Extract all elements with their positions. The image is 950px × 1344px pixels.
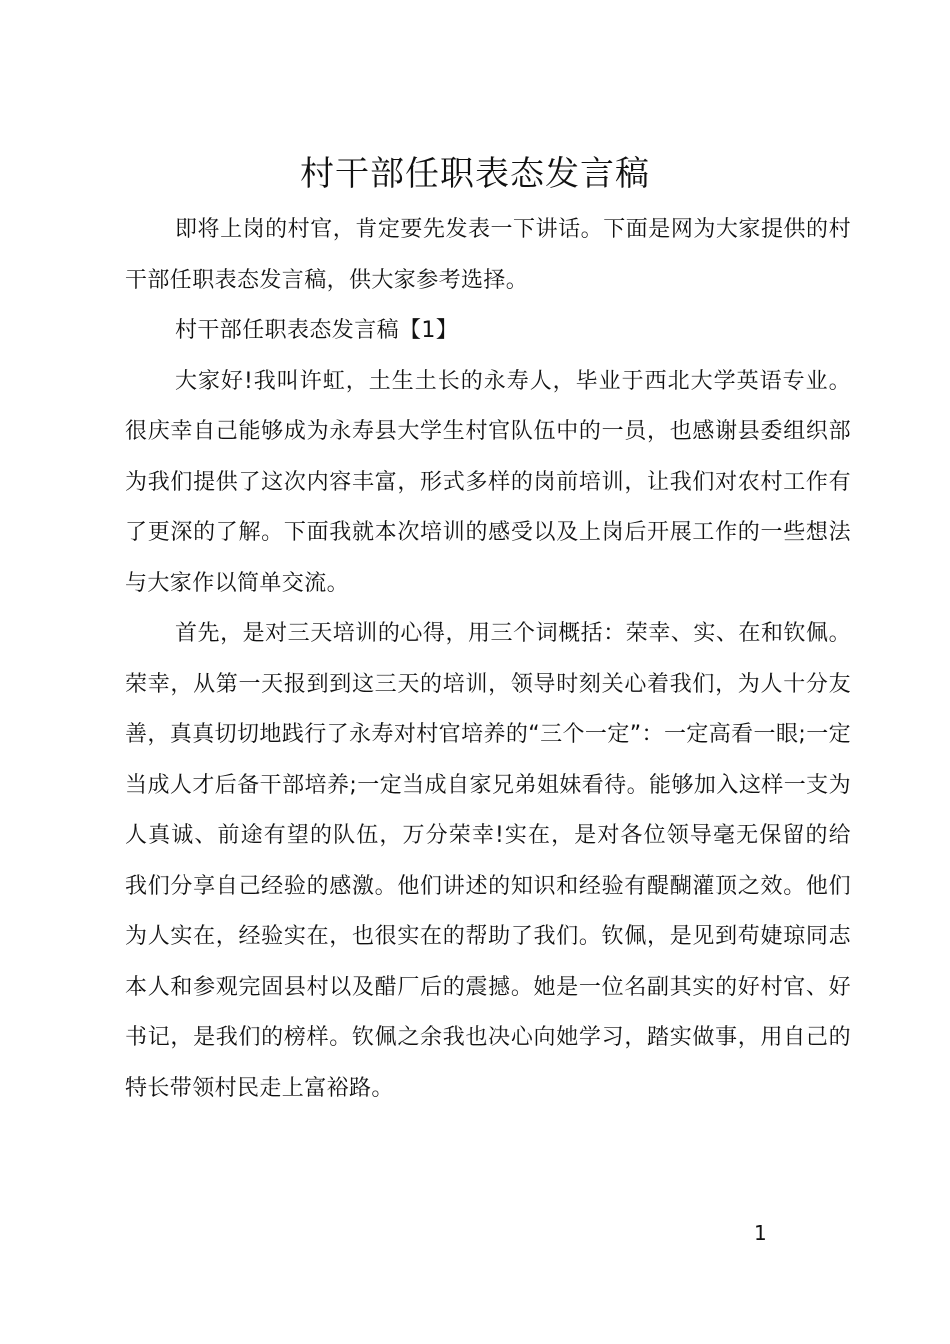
section-heading: 村干部任职表态发言稿【1】 — [175, 318, 459, 343]
document-body — [125, 205, 851, 1114]
self-introduction-paragraph: 大家好!我叫许虹，土生土长的永寿人，毕业于西北大学英语专业。很庆幸自己能够成为永寿县大学生村官队伍中的一员，也感谢县委组织部为我们提供了这次内容丰富，形式多样的岗前培训，让我们对农村工作有了更深的了解。下面我就本次培训的感受以及上岗后开展工作的一些想法与大家作以简单交流。 — [125, 368, 851, 596]
page-number: 1 — [754, 1221, 767, 1245]
document-title: 村干部任职表态发言稿 — [300, 154, 650, 194]
intro-paragraph: 即将上岗的村官，肯定要先发表一下讲话。下面是网为大家提供的村干部任职表态发言稿，供大家参考选择。 — [125, 217, 851, 293]
training-reflection-paragraph: 首先，是对三天培训的心得，用三个词概括：荣幸、实、在和钦佩。荣幸，从第一天报到到这三天的培训，领导时刻关心着我们，为人十分友善，真真切切地践行了永寿对村官培养的“三个一定”：一定高看一眼;一定当成人才后备干部培养;一定当成自家兄弟姐妹看待。能够加入这样一支为人真诚、前途有望的队伍，万分荣幸!实在，是对各位领导毫无保留的给我们分享自己经验的感激。他们讲述的知识和经验有醍醐灌顶之效。他们为人实在，经验实在，也很实在的帮助了我们。钦佩，是见到苟婕琼同志本人和参观完固县村以及醋厂后的震撼。她是一位名副其实的好村官、好书记，是我们的榜样。钦佩之余我也决心向她学习，踏实做事，用自己的特长带领村民走上富裕路。 — [125, 621, 851, 1101]
